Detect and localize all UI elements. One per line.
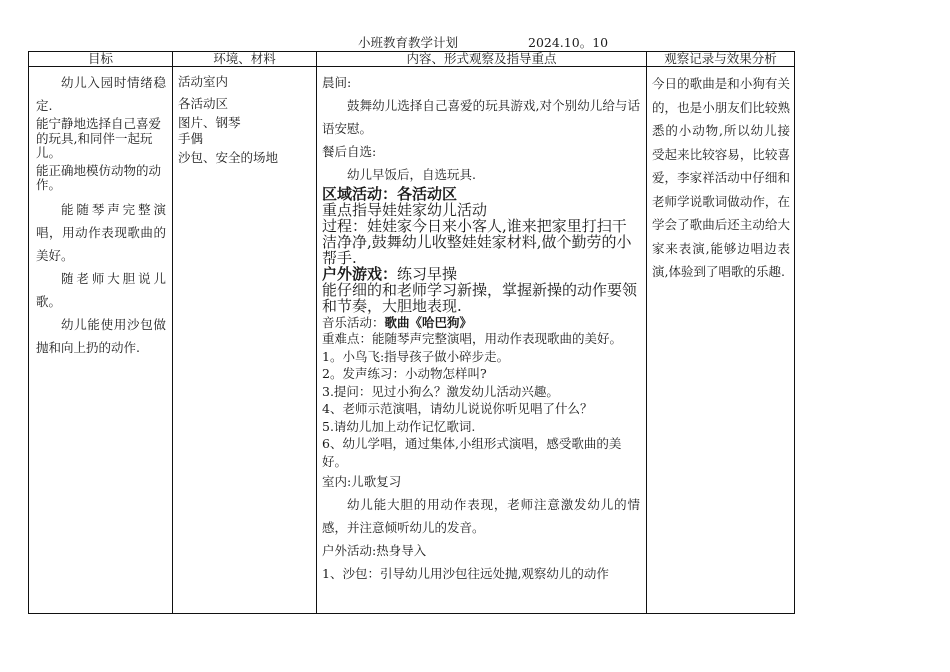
column-header-materials: 环境、材料 (173, 52, 317, 67)
teaching-plan-table (28, 51, 795, 614)
morning-text: 鼓舞幼儿选择自己喜爱的玩具游戏,对个别幼儿给与话语安慰。 (322, 98, 640, 136)
goal-item: 随老师大胆说儿歌。 (36, 270, 166, 309)
music-activity-heading (322, 314, 640, 331)
material-item: 手偶 (178, 131, 204, 146)
goal-item: 能宁静地选择自己喜爱的玩具,和同伴一起玩儿。 (36, 116, 162, 160)
music-activity-title: 歌曲《哈巴狗》 (384, 315, 473, 330)
after-meal-text: 幼儿早饭后，自选玩具. (347, 167, 476, 182)
music-step: 5.请幼儿加上动作记忆歌词. (322, 418, 476, 434)
material-item: 沙包、安全的场地 (178, 150, 279, 165)
music-step: 3.提问：见过小狗么？激发幼儿活动兴趣。 (322, 383, 559, 399)
goal-item: 能随琴声完整演唱，用动作表现歌曲的美好。 (36, 201, 166, 263)
indoor-text: 幼儿能大胆的用动作表现，老师注意激发幼儿的情感，并注意倾听幼儿的发音。 (322, 497, 640, 535)
music-step: 4、老师示范演唱，请幼儿说说你听见唱了什么？ (322, 401, 593, 416)
warmup-item: 1、沙包：引导幼儿用沙包往远处抛,观察幼儿的动作 (322, 566, 609, 581)
material-item: 活动室内 (178, 74, 229, 89)
observation-notes: 今日的歌曲是和小狗有关的，也是小朋友们比较熟悉的小动物,所以幼儿接受起来比较容易，比较喜爱，李家祥活动中仔细和老师学说歌词做动作，在学会了歌曲后还主动给大家来表演,能够边唱边表演,体验到了唱歌的乐趣. (652, 76, 790, 279)
goal-item: 幼儿入园时情绪稳定. (36, 75, 166, 113)
header-row (29, 52, 795, 67)
goals-cell (29, 67, 173, 614)
material-item: 各活动区 (178, 96, 229, 111)
materials-cell (173, 67, 317, 614)
indoor-label: 室内:儿歌复习 (322, 474, 402, 489)
notes-cell (647, 67, 795, 614)
material-item: 图片、钢琴 (178, 115, 241, 130)
warmup-label: 户外活动:热身导入 (322, 543, 427, 558)
outdoor-game-title: 练习早操 (397, 265, 458, 283)
music-step: 2。发声练习：小动物怎样叫? (322, 366, 487, 381)
outdoor-game-text: 能仔细的和老师学习新操，掌握新操的动作要领和节奏，大胆地表现. (322, 281, 638, 315)
document-date: 2024.10。10 (528, 35, 609, 50)
music-activity-steps (322, 331, 640, 470)
column-header-goals: 目标 (29, 52, 173, 67)
outdoor-game-label: 户外游戏： (322, 265, 398, 283)
area-activity-label: 区域活动：各活动区 (322, 185, 458, 203)
goal-item: 能正确地模仿动物的动作。 (36, 162, 162, 192)
area-activity-process: 过程：娃娃家今日来小客人,谁来把家里打扫干洁净净,鼓舞幼儿收整娃娃家材料,做个勤劳的小帮手. (322, 217, 632, 267)
content-cell (317, 67, 647, 614)
column-header-notes: 观察记录与效果分析 (647, 52, 795, 67)
music-activity-label: 音乐活动： (322, 315, 385, 330)
goal-item: 幼儿能使用沙包做抛和向上扔的动作. (36, 316, 166, 355)
column-header-content: 内容、形式观察及指导重点 (317, 52, 647, 67)
area-activity-focus: 重点指导娃娃家幼儿活动 (322, 201, 488, 219)
outdoor-game-heading (322, 266, 640, 282)
music-step: 1。小鸟飞:指导孩子做小碎步走。 (322, 348, 510, 364)
area-activity-heading (322, 186, 640, 202)
music-step: 6、幼儿学唱，通过集体,小组形式演唱，感受歌曲的美好。 (322, 436, 622, 469)
after-meal-label: 餐后自选: (322, 144, 377, 159)
music-key-point: 重难点：能随琴声完整演唱，用动作表现歌曲的美好。 (322, 331, 623, 346)
plan-row (29, 67, 795, 614)
morning-label: 晨间: (322, 75, 352, 90)
document-title: 小班教育教学计划 (358, 35, 459, 50)
